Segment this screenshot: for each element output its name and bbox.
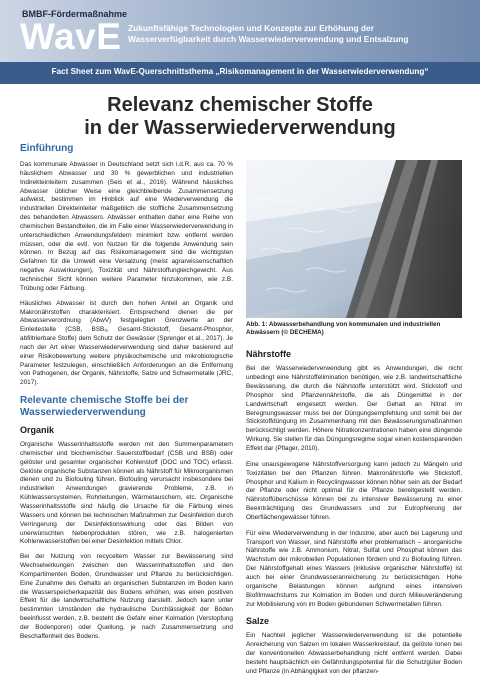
- paragraph-bewaesserung: Bei der Nutzung von recyceltem Wasser zur Bewässerung sind Wechselwirkungen zwischen den Wasserinhaltsstoffen und den Kompartimenten Boden, Grundwasser und Pflanze zu berücksichtigen. Eine Zunahme des Gehalts an organischen Substanzen im Boden kann die Wasserspeicherkapazität des Bodens erhöhen, was einen positiven Effekt für die landwirtschaftliche Nutzung darstellt. Jedoch kann unter bestimmten Umständen die hydraulische Durchlässigkeit der Böden beeinflusst werden, z.B. besteht die Gefahr einer Kolmation (Verstopfung der Bodenporen) oder Quellung, je nach Zusammensetzung und Beschaffenheit des Bodens.: [20, 553, 233, 640]
- heading-naehrstoffe: Nährstoffe: [246, 349, 292, 360]
- title-line-2: in der Wasserwiederverwendung: [84, 117, 396, 139]
- title-line-1: Relevanz chemischer Stoffe: [107, 94, 373, 116]
- wave-logo: WavE: [20, 16, 122, 57]
- paragraph-haeusliches-abwasser: Häusliches Abwasser ist durch den hohen Anteil an Organik und Makronährstoffen charakterisiert. Entsprechend dienen die per Abwasserverordnung (AbwV) festgelegten Grenzwerte an der Einleitestelle (CSB, BSB₅, Gesamt-Stickstoff, Gesamt-Phosphor, abfiltrierbare Stoffe) dem Schutz der Gewässer (Sprenger et al., 2017). Je nach der Art einer Wasserwiederverwendung sind daher basierend auf einer Risikobewertung weitere physikochemische und mikrobiologische Parameter festzulegen, einschließlich Anforderungen an die Entfernung von Pathogenen, der Organik, Nährstoffe, Salze und Schwermetalle (JRC, 2017).: [20, 299, 233, 387]
- right-column: [246, 160, 462, 677]
- left-column: [20, 143, 233, 642]
- heading-relevante-line-2: Wasserwiederverwendung: [20, 407, 146, 419]
- paragraph-organik: Organische Wasserinhaltsstoffe werden mit den Summenparametern chemischer und biochemischer Sauerstoffbedarf (CSB und BSB) oder gelöster und gesamter organischer Kohlenstoff (DOC und TOC) erfasst. Gelöste organische Substanzen können als Nährstoff für Mikroorganismen dienen und zu Biofouling führen. Biofouling verursacht insbesondere bei industriellen Anwendungen gravierende Probleme, z.B. in Kühlwassersystemen, Rohrleitungen, Wärmetauschern, etc. Organische Wasserinhaltsstoffe sind häufig die Ursache für die Färbung eines Wassers und können bei technischen Maßnahmen zur Desinfektion durch Verringerung der Desinfektionswirkung oder das Bilden von unerwünschten Nebenprodukten stören, wie z.B. halogenierten Kohlenwasserstoffen bei einer Desinfektion mittels Chlor.: [20, 441, 233, 546]
- heading-organik: Organik: [20, 425, 55, 436]
- paragraph-naehrstoffe: Bei der Wasserwiederverwendung gibt es Anwendungen, die nicht unbedingt eine Nährstoffelimination benötigen, wie z.B. landwirtschaftliche Bewässerung, die durch die Nährstoffe unterstützt wird. Stickstoff und Phosphor sind Pflanzennährstoffe, die als Düngemittel in der Landwirtschaft eingesetzt werden. Der Gehalt an Nitrat im Beregnungswasser muss bei der Düngungsempfehlung und somit bei der Stickstoffdüngung im Zusammenhang mit den Bewässerungsmaßnahmen berücksichtigt werden. Höhere Nitratkonzentrationen haben eine düngende Wirkung. Sie stellen für das Düngungsregime sogar einen kostensparenden Effekt dar (Pflager, 2010).: [246, 365, 462, 452]
- page-title: [20, 94, 460, 140]
- paragraph-industrie: Für eine Wiederverwendung in der Industrie, aber auch bei Lagerung und Transport von Wasser, sind Nährstoffe eher problematisch – anorganische Nährstoffe wie z.B. Ammonium, Nitrat, Sulfat und Phosphat können das Wachstum der mikrobiellen Populationen fördern und zu Biofouling führen. Der Nährstoffgehalt eines Wassers (inklusive organischer Nährstoffe) ist auch bei einer Grundwasseranreicherung zu berücksichtigen. Hohe organische Belastungen können aufgrund eines intensiven Biofilmwachstums zur Kolmation im Boden und durch Milieuveränderung zur Mobilisierung von im Boden gebundenen Schwermetallen führen.: [246, 529, 462, 608]
- paragraph-unausgewogen: Eine unausgewogene Nährstoffversorgung kann jedoch zu Mängeln und Toxizitäten bei den Pflanzen führen. Makronährstoffe wie Stickstoff, Phosphor und Kalium in Recyclingwasser können höher sein als der Bedarf der Pflanze oder nicht optimal für die Pflanze bereitgestellt werden. Nährstoffüberschüsse können bei zu intensiver Bewässerung zu einer Beeinträchtigung des Grundwassers und zur Eutrophierung der Oberflächengewässer führen.: [246, 460, 462, 521]
- heading-einfuehrung: Einführung: [20, 143, 74, 154]
- figure-caption: Abb. 1: Abwasserbehandlung von kommunalen und industriellen Abwässern (© DECHEMA): [246, 321, 441, 337]
- factsheet-bar: [0, 62, 480, 84]
- paragraph-salze: Ein Nachteil jeglicher Wasserwiederverwendung ist die potentielle Anreicherung von Salzen im lokalen Wasserkreislauf, da gelöste Ionen bei der konventionellen Abwasserbehandlung nicht entfernt werden. Dabei besteht hauptsächlich ein Gefährdungspotential für die Schutzgüter Boden und Pflanze (in Abhängigkeit von der pflanzen-: [246, 632, 462, 675]
- program-label: BMBF-Fördermaßnahme: [22, 9, 128, 19]
- heading-relevante-line-1: Relevante chemische Stoffe bei der: [20, 395, 189, 407]
- header-banner: [0, 0, 480, 62]
- heading-salze: Salze: [246, 616, 270, 627]
- factsheet-label: Fact Sheet zum WavE-Querschnittsthema „Risikomanagement in der Wasserwiederverwendung“: [51, 67, 429, 76]
- paragraph-intro: Das kommunale Abwasser in Deutschland setzt sich i.d.R. aus ca. 70 % häuslichem Abwasser und 30 % gewerblichen und industriellen Indirekteinleitern zusammen (Seis et al., 2016). Während häusliches Abwasser üblicher Weise eine gleichbleibende Zusammensetzung aufweist, bestimmen im Hinblick auf eine Wiederverwendung die industriellen Direkteinleiter maßgeblich die stoffliche Zusammensetzung des behandelten Abwassers. Abwässer enthalten daher eine Reihe von chemischen Bestandteilen, die im Falle einer Wasserwiederverwendung in unterschiedlichen Anwendungsfeldern minimiert bzw. entfernt werden müssen, oder die evtl. von Nutzen für die folgende Anwendung sein können. In Bezug auf das Risikomanagement sind die wichtigsten Gefahren für die Umwelt eine Versalzung (meist agrarwissenschaftlich negative Auswirkungen), Toxizität und Nährstoffungleichgewicht. Aus technischer Sicht können weitere Parameter hinzukommen, wie z.B. Trübung oder Färbung.: [20, 161, 233, 292]
- aeration-basin-image: [246, 160, 462, 318]
- tagline-line-1: Zukunftsfähige Technologien und Konzepte zur Erhöhung der: [128, 23, 374, 33]
- heading-relevante-stoffe: [20, 395, 233, 419]
- wastewater-treatment-photo: [246, 160, 462, 318]
- header-tagline: [128, 23, 468, 45]
- tagline-line-2: Wasserverfügbarkeit durch Wasserwiederverwendung und Entsalzung: [128, 34, 409, 44]
